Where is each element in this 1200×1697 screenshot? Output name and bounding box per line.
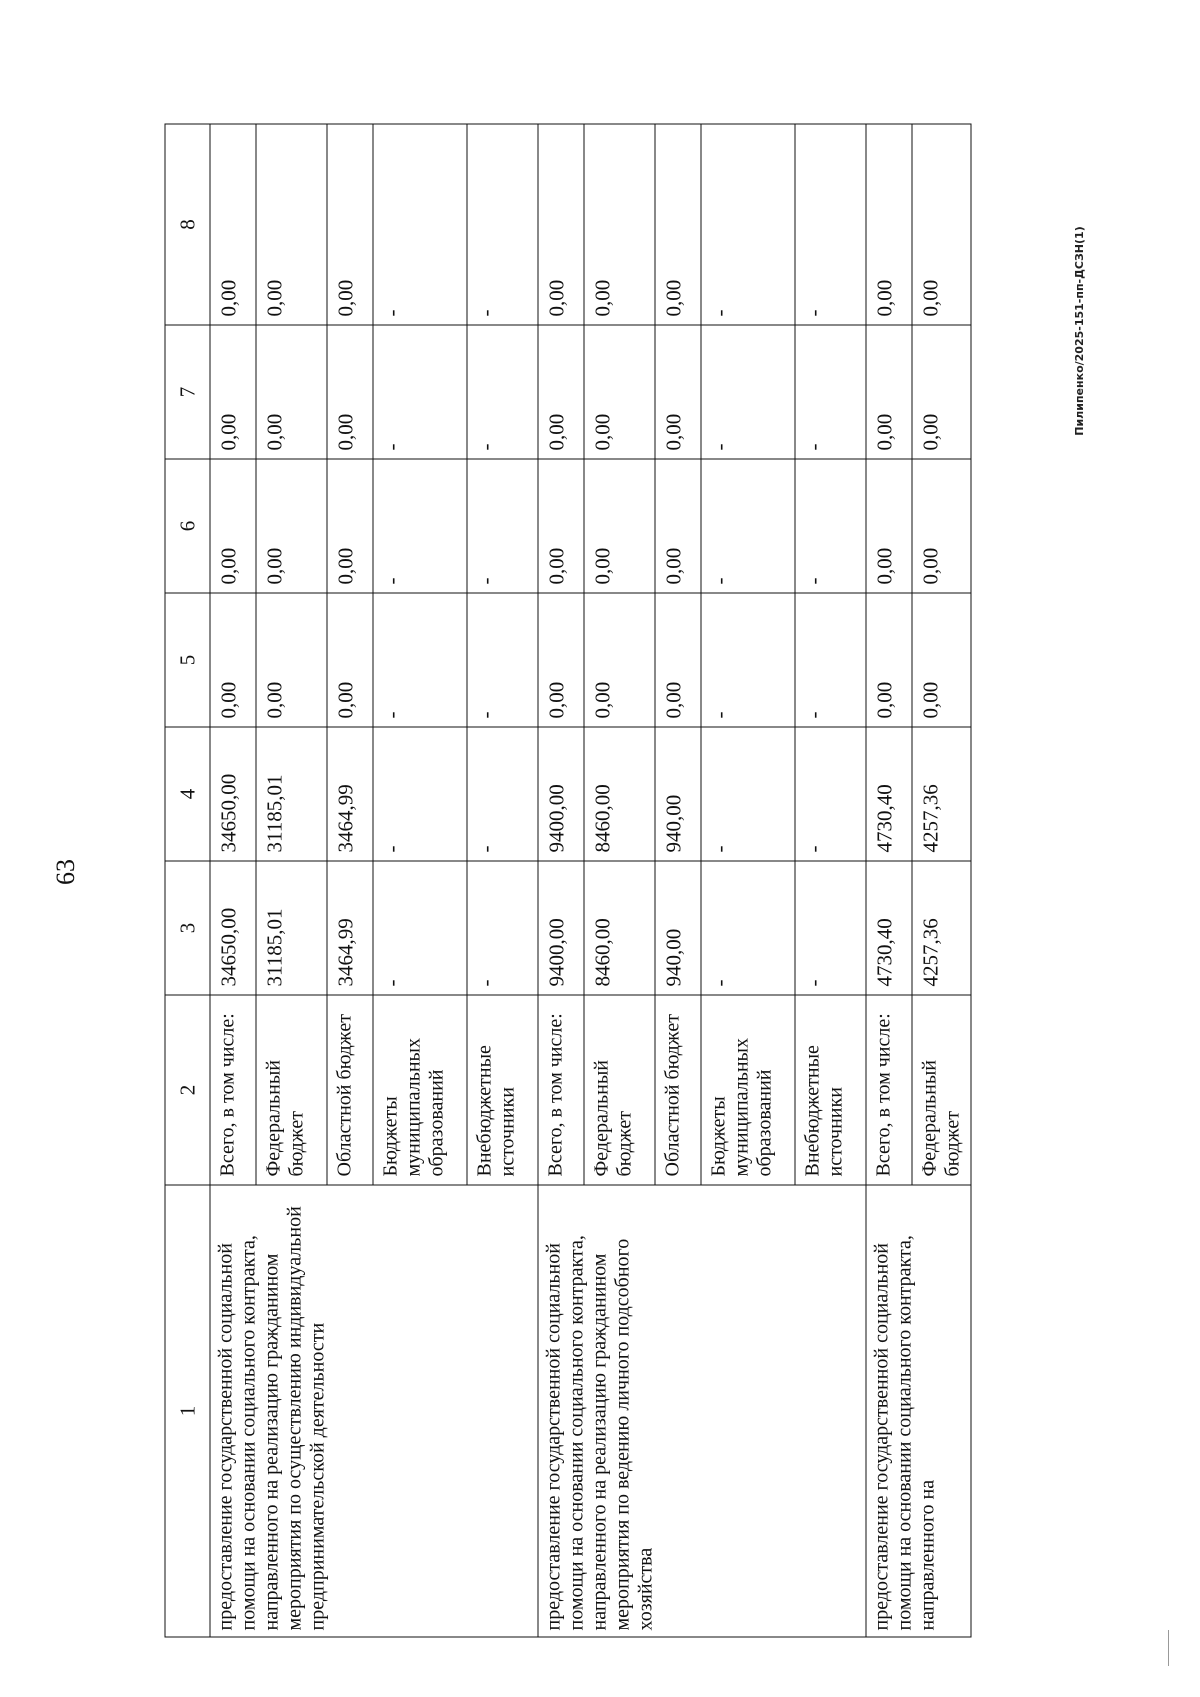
value-cell: - xyxy=(795,459,866,593)
value-cell: - xyxy=(701,459,795,593)
value-cell: - xyxy=(373,325,467,459)
value-cell: 940,00 xyxy=(655,727,701,861)
value-cell: 0,00 xyxy=(256,325,327,459)
value-cell: 0,00 xyxy=(327,593,373,727)
table-row xyxy=(210,124,256,1637)
value-cell: 0,00 xyxy=(655,325,701,459)
funding-source-cell: Внебюджетные источники xyxy=(795,995,866,1185)
column-header: 2 xyxy=(165,995,210,1185)
value-cell: 0,00 xyxy=(866,459,912,593)
value-cell: 8460,00 xyxy=(584,727,655,861)
measure-name-cell: предоставление государственной социальной помощи на основании социального контракта, направленного на xyxy=(866,1185,971,1637)
column-header: 3 xyxy=(165,861,210,995)
funding-source-cell: Всего, в том числе: xyxy=(866,995,912,1185)
column-header: 4 xyxy=(165,727,210,861)
value-cell: - xyxy=(701,861,795,995)
value-cell: 0,00 xyxy=(538,593,584,727)
value-cell: 0,00 xyxy=(538,459,584,593)
measure-name-cell: предоставление государственной социальной помощи на основании социального контракта, направленного на реализацию гражданином мероприятия по осуществлению индивидуальной предпринимательской деятельности xyxy=(210,1185,538,1637)
funding-source-cell: Областной бюджет xyxy=(327,995,373,1185)
value-cell: 0,00 xyxy=(210,459,256,593)
margin-mark xyxy=(1168,1630,1169,1666)
value-cell: - xyxy=(701,124,795,325)
value-cell: 0,00 xyxy=(327,325,373,459)
value-cell: - xyxy=(373,124,467,325)
value-cell: 4730,40 xyxy=(866,861,912,995)
funding-source-cell: Областной бюджет xyxy=(655,995,701,1185)
value-cell: 0,00 xyxy=(912,593,971,727)
document-code: Пилипенко/2025-151-пп-ДСЗН(1) xyxy=(1073,226,1086,436)
value-cell: 0,00 xyxy=(327,459,373,593)
value-cell: 0,00 xyxy=(256,459,327,593)
value-cell: - xyxy=(467,325,538,459)
value-cell: 0,00 xyxy=(256,124,327,325)
value-cell: 0,00 xyxy=(912,325,971,459)
funding-source-cell: Внебюджетные источники xyxy=(467,995,538,1185)
funding-source-cell: Федеральный бюджет xyxy=(584,995,655,1185)
value-cell: - xyxy=(795,861,866,995)
budget-table xyxy=(165,124,972,1638)
value-cell: - xyxy=(795,727,866,861)
value-cell: 9400,00 xyxy=(538,727,584,861)
table-row xyxy=(538,124,584,1637)
value-cell: 0,00 xyxy=(584,593,655,727)
value-cell: 940,00 xyxy=(655,861,701,995)
value-cell: - xyxy=(795,593,866,727)
value-cell: 0,00 xyxy=(912,459,971,593)
value-cell: - xyxy=(467,727,538,861)
value-cell: 34650,00 xyxy=(210,861,256,995)
value-cell: 0,00 xyxy=(538,325,584,459)
value-cell: 0,00 xyxy=(210,124,256,325)
funding-source-cell: Бюджеты муниципальных образований xyxy=(373,995,467,1185)
table-row xyxy=(866,124,912,1637)
value-cell: 0,00 xyxy=(866,325,912,459)
value-cell: 0,00 xyxy=(584,124,655,325)
page-number: 63 xyxy=(51,859,80,885)
value-cell: - xyxy=(467,861,538,995)
value-cell: - xyxy=(373,861,467,995)
value-cell: - xyxy=(701,727,795,861)
funding-source-cell: Бюджеты муниципальных образований xyxy=(701,995,795,1185)
value-cell: 0,00 xyxy=(538,124,584,325)
value-cell: 0,00 xyxy=(655,124,701,325)
value-cell: - xyxy=(467,459,538,593)
value-cell: 0,00 xyxy=(256,593,327,727)
value-cell: 0,00 xyxy=(584,459,655,593)
value-cell: - xyxy=(373,459,467,593)
value-cell: 31185,01 xyxy=(256,861,327,995)
value-cell: 4730,40 xyxy=(866,727,912,861)
value-cell: 0,00 xyxy=(210,593,256,727)
value-cell: 0,00 xyxy=(912,124,971,325)
value-cell: - xyxy=(467,593,538,727)
value-cell: 0,00 xyxy=(866,124,912,325)
value-cell: 4257,36 xyxy=(912,727,971,861)
value-cell: - xyxy=(373,593,467,727)
header-row xyxy=(165,124,210,1637)
value-cell: 0,00 xyxy=(210,325,256,459)
value-cell: 3464,99 xyxy=(327,861,373,995)
funding-source-cell: Всего, в том числе: xyxy=(210,995,256,1185)
value-cell: 8460,00 xyxy=(584,861,655,995)
measure-name-cell: предоставление государственной социальной помощи на основании социального контракта, направленного на реализацию гражданином мероприятия по ведению личного подсобного хозяйства xyxy=(538,1185,866,1637)
column-header: 1 xyxy=(165,1185,210,1637)
value-cell: - xyxy=(467,124,538,325)
column-header: 5 xyxy=(165,593,210,727)
value-cell: 3464,99 xyxy=(327,727,373,861)
value-cell: 34650,00 xyxy=(210,727,256,861)
value-cell: 0,00 xyxy=(655,459,701,593)
value-cell: 0,00 xyxy=(327,124,373,325)
column-header: 7 xyxy=(165,325,210,459)
value-cell: - xyxy=(795,325,866,459)
budget-table-container xyxy=(165,125,1053,1638)
funding-source-cell: Федеральный бюджет xyxy=(256,995,327,1185)
funding-source-cell: Федеральный бюджет xyxy=(912,995,971,1185)
value-cell: 0,00 xyxy=(866,593,912,727)
value-cell: - xyxy=(701,325,795,459)
column-header: 6 xyxy=(165,459,210,593)
value-cell: 0,00 xyxy=(655,593,701,727)
column-header: 8 xyxy=(165,124,210,325)
value-cell: 0,00 xyxy=(584,325,655,459)
value-cell: - xyxy=(795,124,866,325)
value-cell: - xyxy=(701,593,795,727)
value-cell: 9400,00 xyxy=(538,861,584,995)
value-cell: 31185,01 xyxy=(256,727,327,861)
value-cell: - xyxy=(373,727,467,861)
funding-source-cell: Всего, в том числе: xyxy=(538,995,584,1185)
value-cell: 4257,36 xyxy=(912,861,971,995)
